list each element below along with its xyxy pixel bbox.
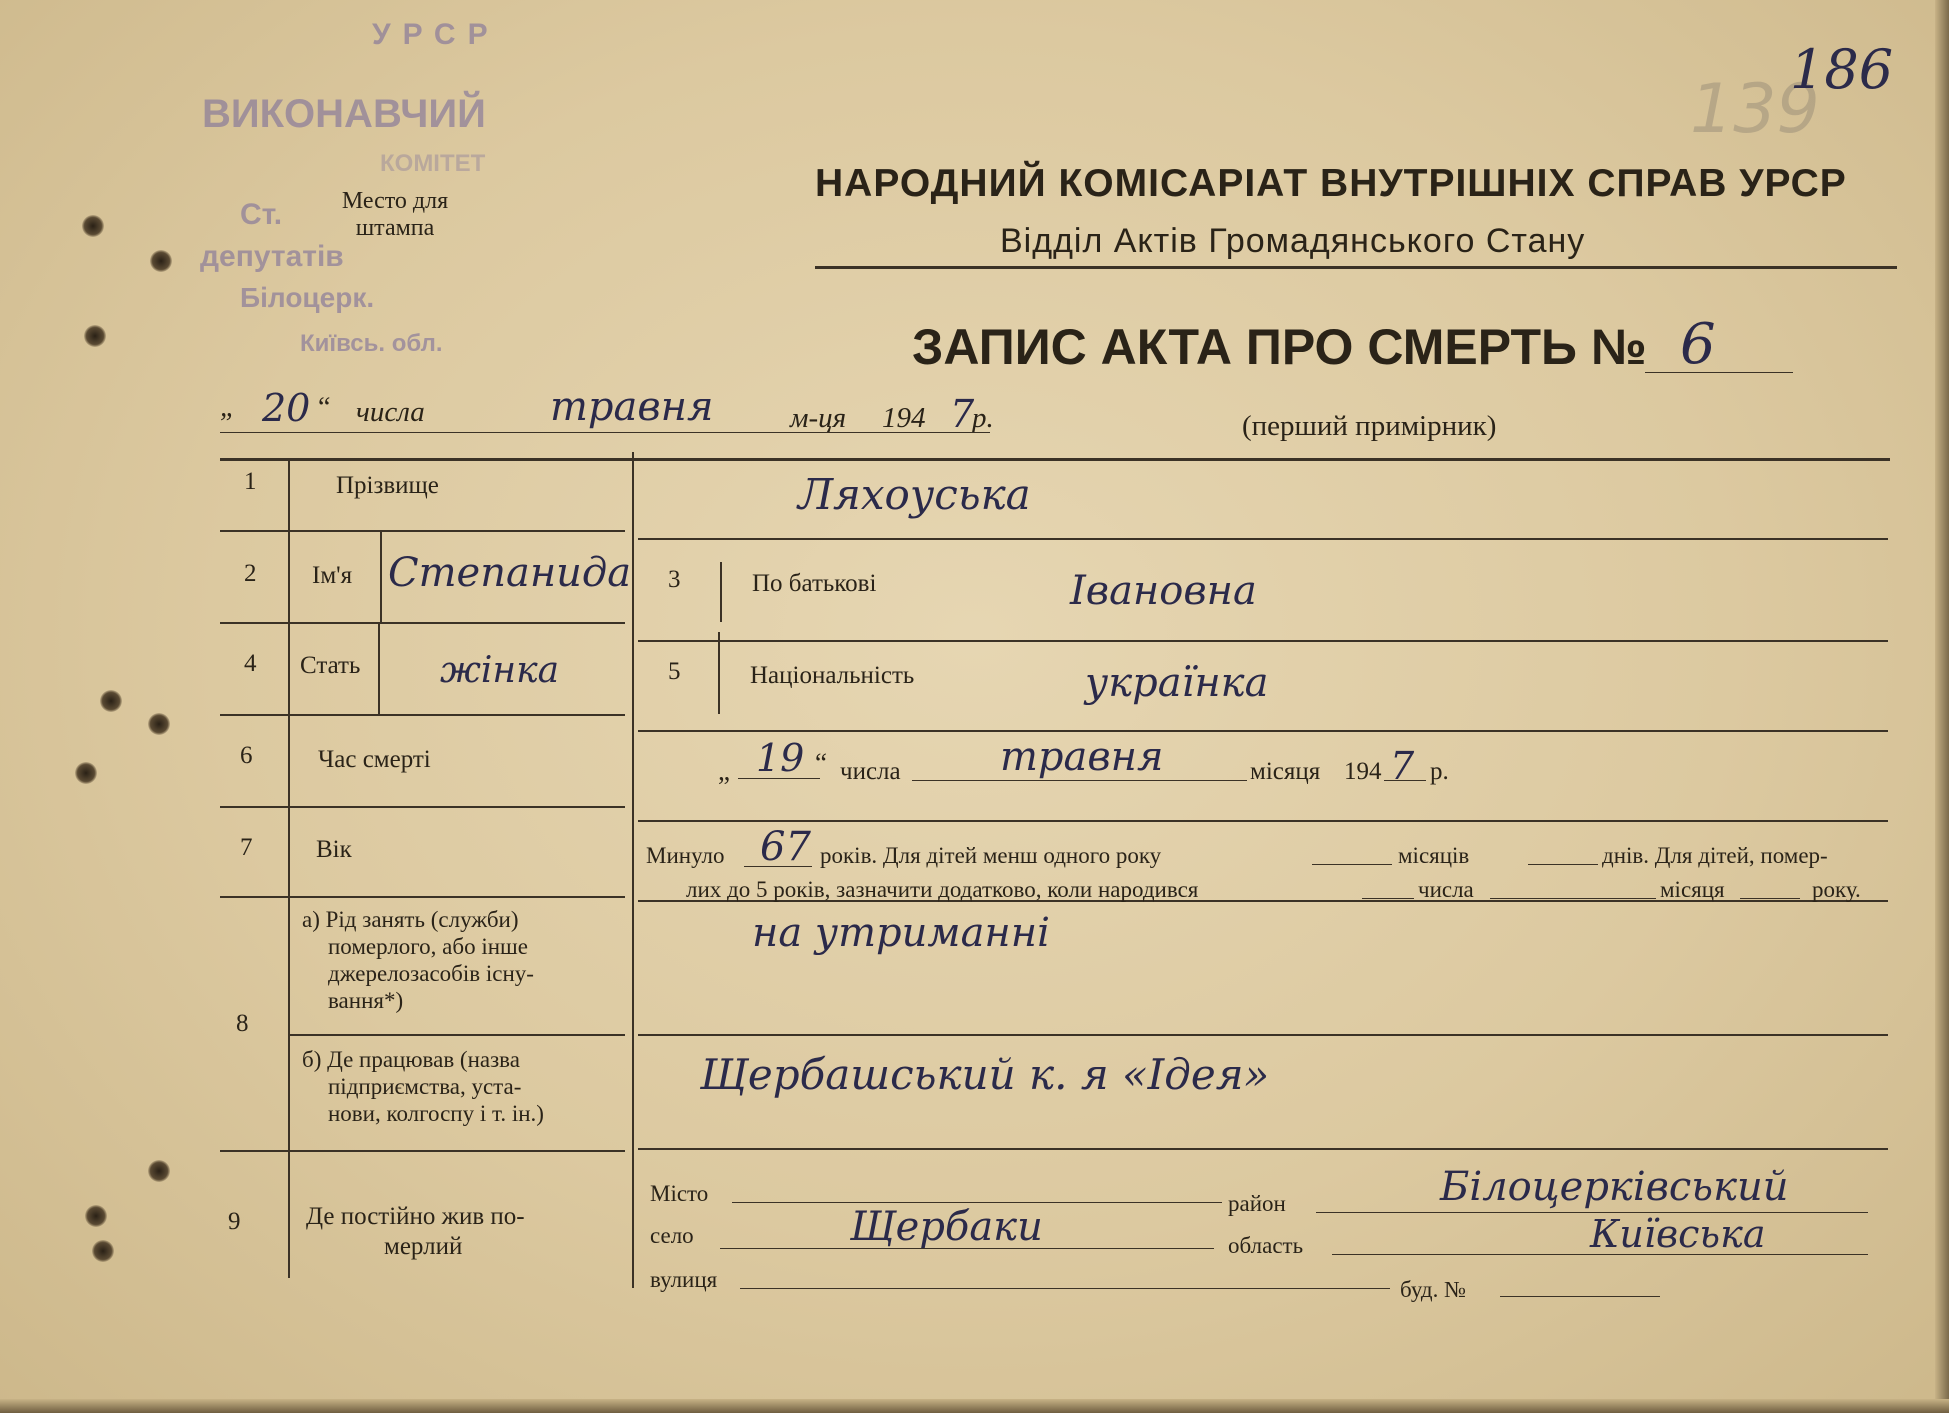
age-years: 67 (760, 824, 811, 870)
row-number: 9 (228, 1208, 241, 1235)
reg-year-digit: 7 (950, 392, 975, 436)
card-edge-bottom (0, 1399, 1949, 1413)
row-number: 2 (244, 560, 257, 587)
patronymic-label: По батькові (752, 570, 877, 597)
corner-number: 186 (1790, 38, 1894, 101)
first-name-value: Степанида (388, 550, 632, 596)
surname-value: Ляхоуська (798, 470, 1031, 519)
punch-hole (84, 325, 106, 347)
workplace-label: б) Де працював (назва підприємства, уста- нови, колгоспу і т. ін.) (302, 1047, 544, 1126)
death-month: травня (1000, 734, 1164, 780)
nationality-label: Національність (750, 662, 915, 689)
ministry-title: НАРОДНИЙ КОМІСАРІАТ ВНУТРІШНІХ СПРАВ УРСР (815, 162, 1847, 205)
record-number-underline (1645, 372, 1793, 373)
sex-label: Стать (300, 652, 361, 679)
punch-hole (100, 690, 122, 712)
row-number: 6 (240, 742, 253, 769)
header-rule (815, 266, 1897, 269)
stamp-line: Білоцерк. (240, 282, 375, 313)
department-title: Відділ Актів Громадянського Стану (1000, 222, 1586, 260)
sex-value: жінка (440, 650, 560, 691)
age-label: Вік (316, 836, 352, 863)
region-value: Київська (1590, 1212, 1766, 1256)
death-day: 19 (756, 736, 805, 780)
row-number: 3 (668, 566, 681, 593)
stamp-line: Київсь. обл. (300, 330, 443, 357)
record-title: ЗАПИС АКТА ПРО СМЕРТЬ № (912, 319, 1647, 375)
punch-hole (148, 713, 170, 735)
occupation-label: а) Рід занять (служби) померлого, або інше джерелозасобів існу- вання*) (302, 907, 534, 1013)
punch-hole (85, 1205, 107, 1227)
death-year-digit: 7 (1390, 744, 1415, 788)
workplace-value: Щербашський к. я «Ідея» (700, 1050, 1270, 1099)
label-column-rule (632, 452, 634, 1288)
stamp-line: депутатів (200, 240, 344, 273)
death-record-card: УРСР ВИКОНАВЧИЙ КОМІТЕТ Ст. депутатів Білоцерк. Київсь. обл. Место для штампа 139 186 НАРОДНИЙ КОМІСАРІАТ ВНУТРІШНІХ СПРАВ УРСР Відділ Актів Громадянського Стану ЗАПИС АКТА ПРО СМЕРТЬ № 6 „ 20 “ числа травня м-ця 194 7 р. (перший примірник) 1 Прізвище Ляхоуська 2 Ім'я Степанида 3 По батькові Івановна 4 Стать жінка 5 Національність українка 6 Час смерті „ 19 “ числа травня місяця 194 7 р. 7 Вік Минуло 67 років. Для дітей менш одного року місяців днів. Для дітей, помер- лих до 5 років, зазначити додатково, коли народився числа місяця року. 8 а) Рід занять (служби) померлого, або інше джерелозасобів існу- вання*) на утриманні б) Де працював (назва підприємства, уста- нови, колгоспу і т. ін.) Щербашський к. я «Ідея» 9 Де постійно жив по- мерлий Місто район Білоцерківський село Щербаки область Київська вулиця буд. № (0, 0, 1949, 1413)
corner-pencil-number: 139 (1690, 70, 1820, 149)
residence-label: Де постійно жив по- мерлий (306, 1203, 525, 1260)
num-column-rule (288, 458, 290, 1278)
village-value: Щербаки (850, 1204, 1043, 1250)
row-number: 7 (240, 834, 253, 861)
record-number: 6 (1680, 312, 1716, 377)
occupation-value: на утриманні (752, 910, 1050, 956)
punch-hole (148, 1160, 170, 1182)
punch-hole (92, 1240, 114, 1262)
punch-hole (75, 762, 97, 784)
row-number: 4 (244, 650, 257, 677)
card-edge-right (1935, 0, 1949, 1413)
row-number: 8 (236, 1010, 249, 1037)
first-name-label: Ім'я (312, 562, 353, 589)
stamp-line: КОМІТЕТ (380, 150, 486, 177)
surname-label: Прізвище (336, 472, 439, 499)
row-number: 1 (244, 468, 257, 495)
punch-hole (150, 250, 172, 272)
row-number: 5 (668, 658, 681, 685)
patronymic-value: Івановна (1070, 568, 1257, 614)
copy-note: (перший примірник) (1242, 410, 1497, 442)
stamp-place-label: Место для штампа (341, 188, 449, 241)
punch-hole (82, 215, 104, 237)
nationality-value: українка (1085, 660, 1269, 706)
stamp-line: УРСР (372, 18, 500, 51)
table-top-rule (220, 458, 1890, 461)
reg-day: 20 (262, 386, 311, 430)
stamp-line: ВИКОНАВЧИЙ (202, 92, 486, 136)
death-time-label: Час смерті (318, 746, 431, 773)
reg-month: травня (550, 384, 714, 430)
stamp-line: Ст. (240, 198, 283, 231)
district-value: Білоцерківський (1440, 1164, 1789, 1210)
